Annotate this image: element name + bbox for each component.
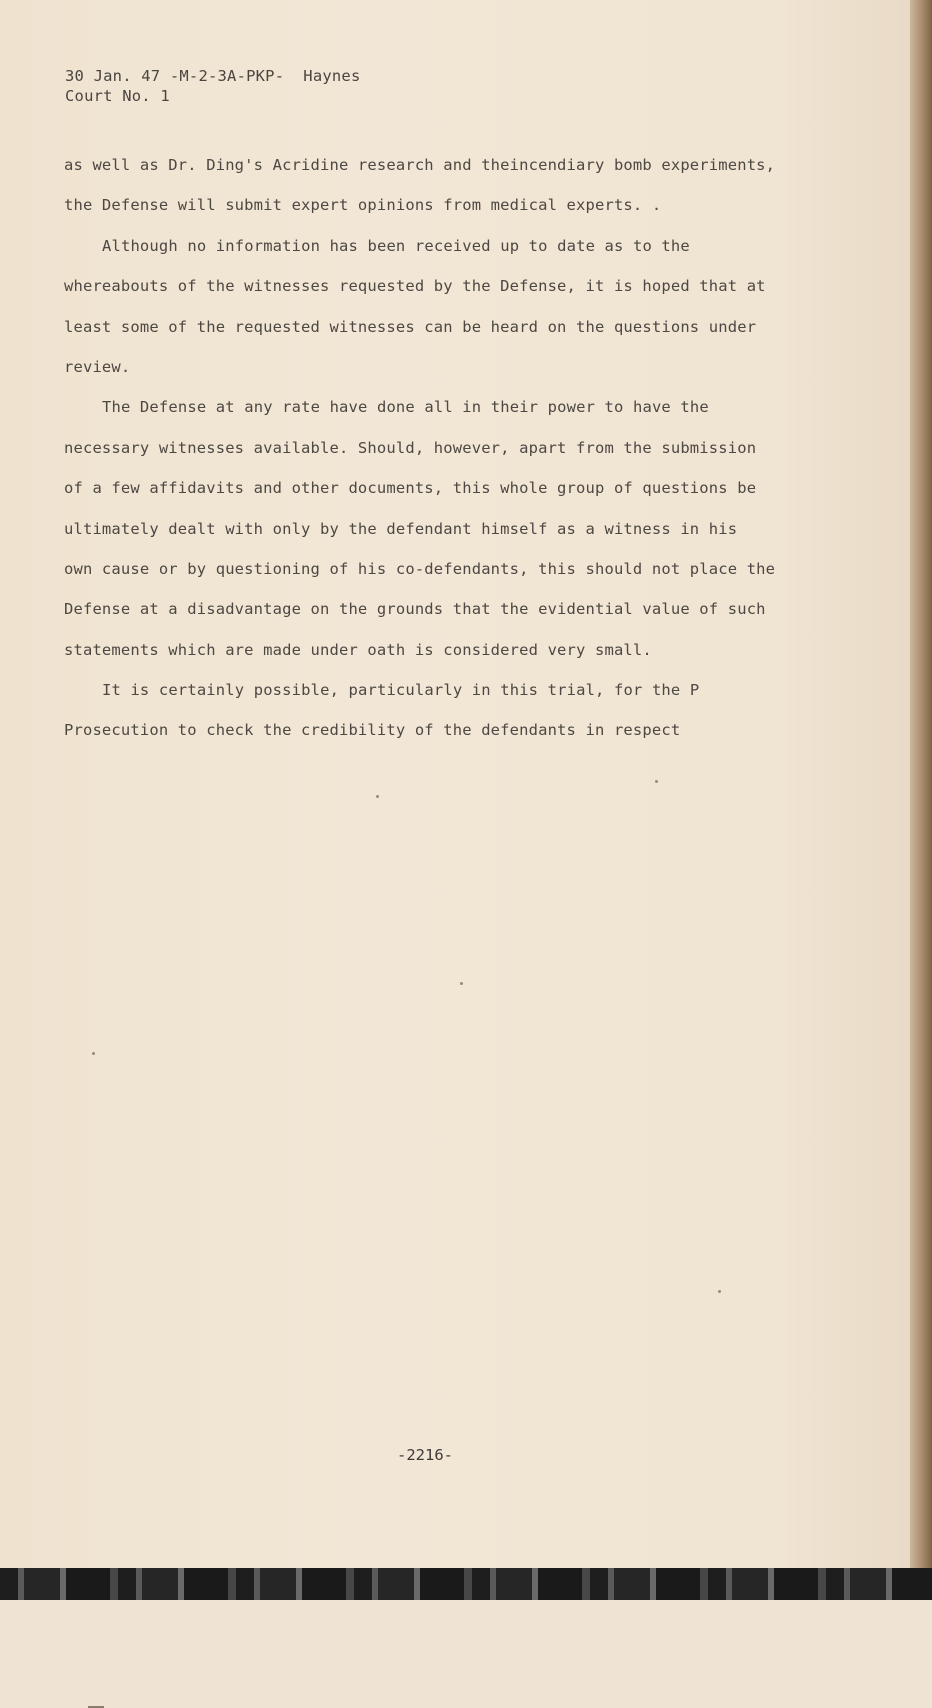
body-line: It is certainly possible, particularly in this trial, for the P <box>102 681 700 700</box>
paper-speck <box>655 780 658 783</box>
page-edge-shadow <box>910 0 932 1568</box>
document-body <box>64 145 854 751</box>
scanner-bottom-strip <box>0 1568 932 1600</box>
body-line: as well as Dr. Ding's Acridine research and theincendiary bomb experiments, <box>64 156 776 174</box>
paper-speck <box>92 1052 95 1055</box>
paper-speck <box>376 795 379 798</box>
body-line: Defense at a disadvantage on the grounds that the evidential value of such <box>64 600 766 619</box>
body-line: necessary witnesses available. Should, however, apart from the submission <box>64 438 757 457</box>
body-line: whereabouts of the witnesses requested by the Defense, it is hoped that at <box>64 277 766 296</box>
header-date-reference: 30 Jan. 47 -M-2-3A-PKP- Haynes <box>65 67 361 85</box>
body-line: own cause or by questioning of his co-defendants, this should not place the <box>64 559 776 578</box>
document-header <box>65 66 361 106</box>
body-line: Although no information has been received up to date as to the <box>102 236 690 255</box>
header-court-number: Court No. 1 <box>65 87 170 105</box>
body-line: Prosecution to check the credibility of the defendants in respect <box>64 721 681 740</box>
body-line: the Defense will submit expert opinions from medical experts. . <box>64 196 662 215</box>
body-line: review. <box>64 357 131 376</box>
body-line: The Defense at any rate have done all in their power to have the <box>102 398 709 417</box>
body-line: ultimately dealt with only by the defendant himself as a witness in his <box>64 519 738 538</box>
paper-speck <box>460 982 463 985</box>
body-line: statements which are made under oath is considered very small. <box>64 640 652 659</box>
body-line: of a few affidavits and other documents, this whole group of questions be <box>64 479 757 498</box>
body-line: least some of the requested witnesses can be heard on the questions under <box>64 317 757 336</box>
paper-speck <box>718 1290 721 1293</box>
page-number: -2216- <box>397 1446 453 1464</box>
